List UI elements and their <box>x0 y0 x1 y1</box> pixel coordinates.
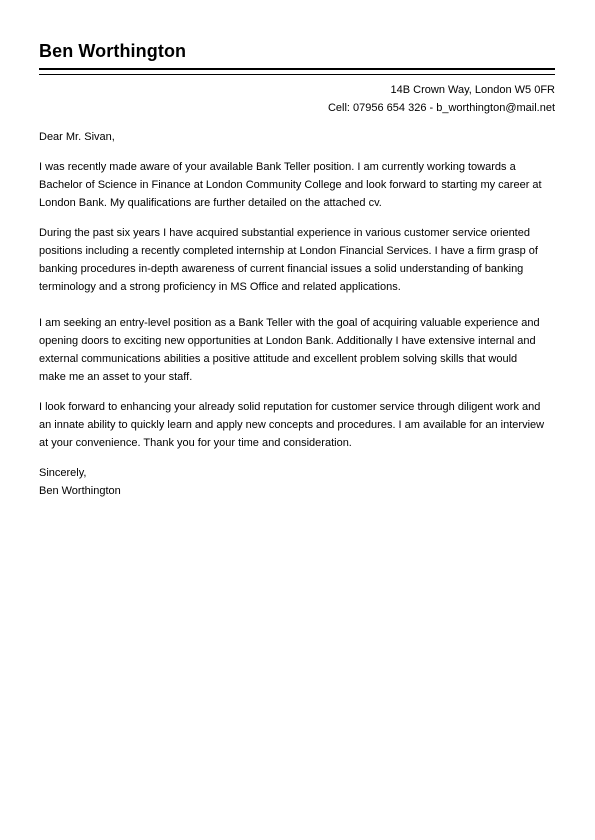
paragraph-3 <box>39 314 559 386</box>
paragraph-2 <box>39 224 559 296</box>
paragraph-line: I was recently made aware of your available Bank Teller position. I am currently working towards a <box>39 161 516 173</box>
paragraph-line: make me an asset to your staff. <box>39 371 193 383</box>
applicant-name: Ben Worthington <box>39 41 187 61</box>
contact-line: Cell: 07956 654 326 - b_worthington@mail.net <box>327 102 555 114</box>
header-divider-thin <box>39 74 555 75</box>
paragraph-1 <box>39 158 559 212</box>
letter-body <box>39 128 559 500</box>
closing: Sincerely, <box>39 467 87 479</box>
paragraph-line: an innate ability to quickly learn and apply new concepts and procedures. I am available for an interview <box>39 419 545 431</box>
signature-name: Ben Worthington <box>39 485 121 497</box>
paragraph-line: positions including a recently completed internship at London Financial Services. I have a firm grasp of <box>39 245 538 257</box>
paragraph-line: I am seeking an entry-level position as a Bank Teller with the goal of acquiring valuable experience and <box>39 317 540 329</box>
paragraph-line: terminology and a strong proficiency in MS Office and related applications. <box>39 281 401 293</box>
paragraph-4 <box>39 398 559 452</box>
contact-block <box>328 81 555 117</box>
salutation: Dear Mr. Sivan, <box>39 131 115 143</box>
paragraph-line: banking procedures in-depth awareness of current financial issues a solid understanding of banking <box>39 263 524 275</box>
header-divider-thick <box>39 68 555 70</box>
paragraph-line: During the past six years I have acquired substantial experience in various customer service oriented <box>39 227 530 239</box>
paragraph-line: opening doors to exciting new opportunities at London Bank. Additionally I have extensive internal and <box>39 335 536 347</box>
address-line: 14B Crown Way, London W5 0FR <box>390 84 555 96</box>
paragraph-line: Bachelor of Science in Finance at London Community College and look forward to starting my career at <box>39 179 542 191</box>
paragraph-line: at your convenience. Thank you for your time and consideration. <box>39 437 352 449</box>
paragraph-line: external communications abilities a positive attitude and excellent problem solving skills that would <box>39 353 518 365</box>
signoff-block <box>39 464 559 500</box>
paragraph-line: I look forward to enhancing your already solid reputation for customer service through diligent work and <box>39 401 541 413</box>
paragraph-line: London Bank. My qualifications are further detailed on the attached cv. <box>39 197 382 209</box>
